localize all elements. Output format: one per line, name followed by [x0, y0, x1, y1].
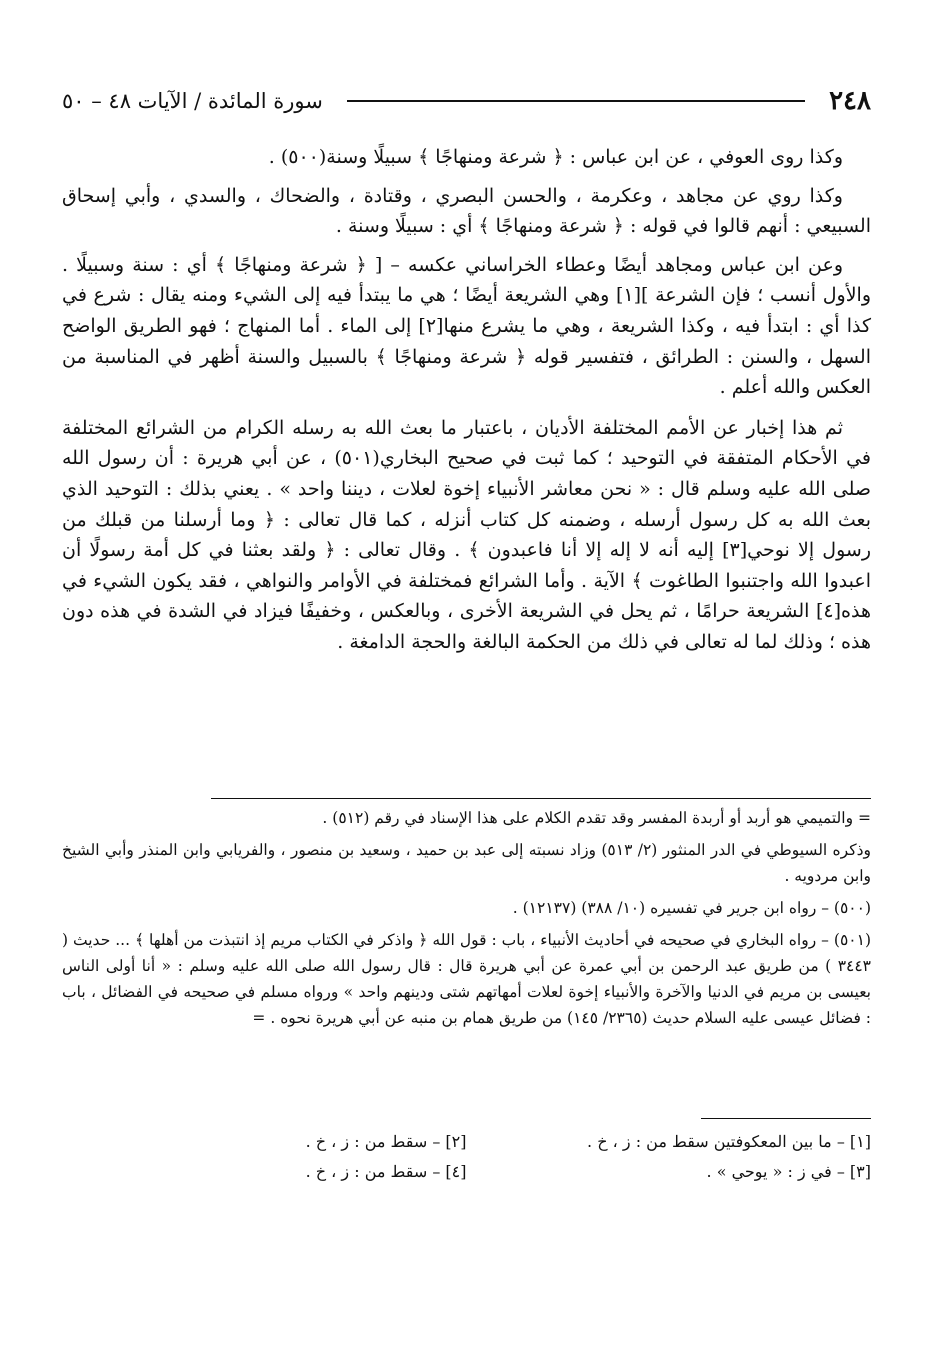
- footnote-501: (٥٠١) – رواه البخاري في صحيحه في أحاديث الأنبياء ، باب : قول الله ﴿ واذكر في الكتاب مريم إذ انتبذت من أهلها ﴾ ... حديث ( ٣٤٤٣ ) من طريق عبد الرحمن بن أبي عمرة عن أبي هريرة قال : قال رسول الله صلى الله عليه وسلم : « أنا أولى الناس بعيسى بن مريم في الدنيا والآخرة والأنبياء إخوة لعلات أمهاتهم شتى ودينهم واحد » ورواه مسلم في صحيحه في الفضائل ، باب : فضائل عيسى عليه السلام حديث (٢٣٦٥/ ١٤٥) من طريق همام بن منبه عن أبي هريرة نحوه . =: [62, 931, 871, 1027]
- editor-notes-row-2: [62, 1157, 871, 1187]
- main-text: [62, 142, 871, 668]
- page-header: [62, 84, 871, 118]
- editor-notes-row-1: [62, 1127, 871, 1157]
- paragraph-4: ثم هذا إخبار عن الأمم المختلفة الأديان ، باعتبار ما بعث الله به رسله الكرام من الشرائع المختلفة في الأحكام المتفقة في التوحيد ؛ كما ثبت في صحيح البخاري(٥٠١) ، عن أبي هريرة : أن رسول الله صلى الله عليه وسلم قال : « نحن معاشر الأنبياء إخوة لعلات ، ديننا واحد » . يعني بذلك : التوحيد الذي بعث الله به كل رسول أرسله ، وضمنه كل كتاب أنزله ، كما قال تعالى : ﴿ وما أرسلنا من قبلك من رسول إلا نوحي[٣] إليه أنه لا إله إلا أنا فاعبدون ﴾ . وقال تعالى : ﴿ ولقد بعثنا في كل أمة رسولًا أن اعبدوا الله واجتنبوا الطاغوت ﴾ الآية . وأما الشرائع فمختلفة في الأوامر والنواهي ، فقد يكون الشيء في هذه[٤] الشريعة حرامًا ، ثم يحل في الشريعة الأخرى ، وبالعكس ، وخفيفًا فيزاد في الشدة في هذه دون هذه ؛ وذلك لما له تعالى في ذلك من الحكمة البالغة والحجة الدامغة .: [62, 416, 871, 653]
- paragraph-1: وكذا روى العوفي ، عن ابن عباس : ﴿ شرعة ومنهاجًا ﴾ سبيلًا وسنة(٥٠٠) .: [268, 146, 843, 168]
- paragraph-2: وكذا روي عن مجاهد ، وعكرمة ، والحسن البصري ، وقتادة ، والضحاك ، والسدي ، وأبي إسحاق السبيعي : أنهم قالوا في قوله : ﴿ شرعة ومنهاجًا ﴾ أي : سبيلًا وسنة .: [62, 184, 871, 238]
- footnote-rule: [211, 798, 871, 799]
- editor-note-2: [٢] – سقط من : ز ، خ .: [305, 1132, 467, 1151]
- editor-note-3: [٣] – في ز : « يوحي » .: [706, 1162, 871, 1181]
- footnote-500: (٥٠٠) – رواه ابن جرير في تفسيره (١٠/ ٣٨٨) (١٢١٣٧) .: [512, 899, 871, 917]
- header-rule: [347, 100, 805, 102]
- footnote-continued: = والتميمي هو أربد أو أربدة المفسر وقد تقدم الكلام على هذا الإسناد في رقم (٥١٢) .: [322, 809, 871, 827]
- editor-notes-rule: [701, 1118, 871, 1119]
- footnotes: [62, 798, 871, 1037]
- paragraph-3: وعن ابن عباس ومجاهد أيضًا وعطاء الخراساني عكسه – [ ﴿ شرعة ومنهاجًا ﴾ أي : سنة وسبيلًا . والأول أنسب ؛ فإن الشرعة ][١] وهي الشريعة أيضًا ؛ هي ما يبتدأ فيه إلى الشيء ومنه يقال : شرع في كذا أي : ابتدأ فيه ، وكذا الشريعة ، وهي ما يشرع منها[٢] إلى الماء . أما المنهاج ؛ فهو الطريق الواضح السهل ، والسنن : الطرائق ، فتفسير قوله ﴿ شرعة ومنهاجًا ﴾ بالسبيل والسنة أظهر في المناسبة من العكس والله أعلم .: [62, 253, 872, 399]
- surah-title: سورة المائدة / الآيات ٤٨ – ٥٠: [62, 89, 323, 113]
- footnote-continued-2: وذكره السيوطي في الدر المنثور (٢/ ٥١٣) وزاد نسبته إلى عبد بن حميد ، وسعيد بن منصور ، والفريابي وابن المنذر وأبي الشيخ وابن مردويه .: [62, 841, 871, 885]
- page-number: ٢٤٨: [829, 86, 871, 116]
- editor-notes: [62, 1118, 871, 1187]
- editor-note-1: [١] – ما بين المعكوفتين سقط من : ز ، خ .: [587, 1132, 871, 1151]
- editor-note-4: [٤] – سقط من : ز ، خ .: [305, 1162, 467, 1181]
